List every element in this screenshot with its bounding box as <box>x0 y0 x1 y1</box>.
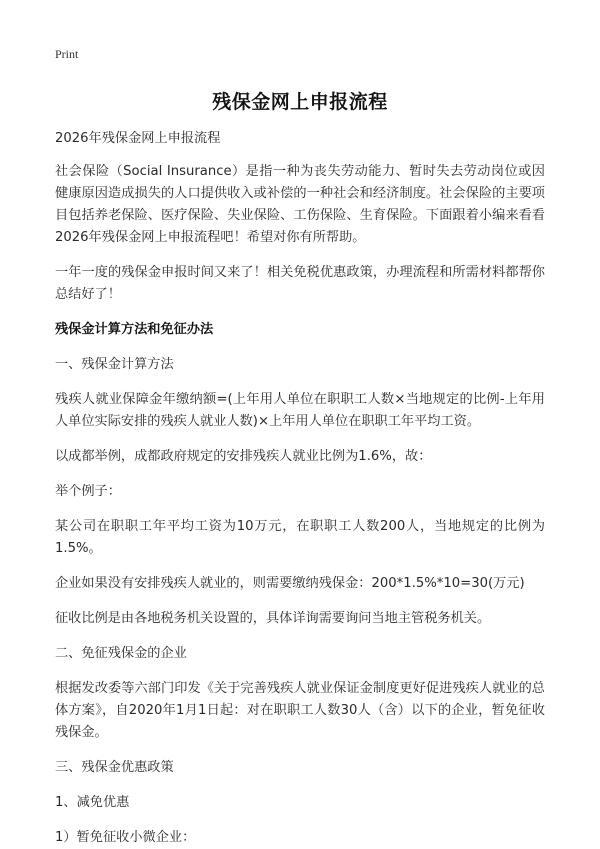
summary-paragraph: 一年一度的残保金申报时间又来了！相关免税优惠政策，办理流程和所需材料都帮你总结好了！ <box>55 265 545 302</box>
list-item: 1）暂免征收小微企业： <box>55 830 196 845</box>
subsection-heading: 二、免征残保金的企业 <box>55 646 187 661</box>
example-paragraph: 某公司在职职工年平均工资为10万元，在职职工人数200人，当地规定的比例为1.5%。 <box>55 519 545 556</box>
intro-paragraph: 社会保险（Social Insurance）是指一种为丧失劳动能力、暂时失去劳动岗位或因健康原因造成损失的人口提供收入或补偿的一种社会和经济制度。社会保险的主要项目包括养老保险、医疗保险、失业保险、工伤保险、生育保险。下面跟着小编来看看2026年残保金网上申报流程吧！希望对你有所帮助。 <box>55 164 545 245</box>
section-heading: 残保金计算方法和免征办法 <box>55 322 214 337</box>
formula-paragraph: 残疾人就业保障金年缴纳额=(上年用人单位在职职工人数×当地规定的比例-上年用人单位实际安排的残疾人就业人数)×上年用人单位在职职工年平均工资。 <box>55 392 545 429</box>
page-title: 残保金网上申报流程 <box>212 91 388 113</box>
exemption-paragraph: 根据发改委等六部门印发《关于完善残疾人就业保证金制度更好促进残疾人就业的总体方案》，自2020年1月1日起：对在职职工人数30人（含）以下的企业，暂免征收残保金。 <box>55 681 545 740</box>
calculation-paragraph: 企业如果没有安排残疾人就业的，则需要缴纳残保金：200*1.5%*10=30(万元) <box>55 576 525 591</box>
example-label: 举个例子： <box>55 484 121 499</box>
print-link[interactable]: Print <box>55 47 79 61</box>
subtitle-paragraph: 2026年残保金网上申报流程 <box>55 131 221 146</box>
subsection-heading: 三、残保金优惠政策 <box>55 760 174 775</box>
collection-ratio-paragraph: 征收比例是由各地税务机关设置的，具体详询需要询问当地主管税务机关。 <box>55 611 491 626</box>
list-heading: 1、减免优惠 <box>55 795 130 810</box>
subsection-heading: 一、残保金计算方法 <box>55 357 174 372</box>
example-city-paragraph: 以成都举例，成都政府规定的安排残疾人就业比例为1.6%，故： <box>55 449 432 464</box>
